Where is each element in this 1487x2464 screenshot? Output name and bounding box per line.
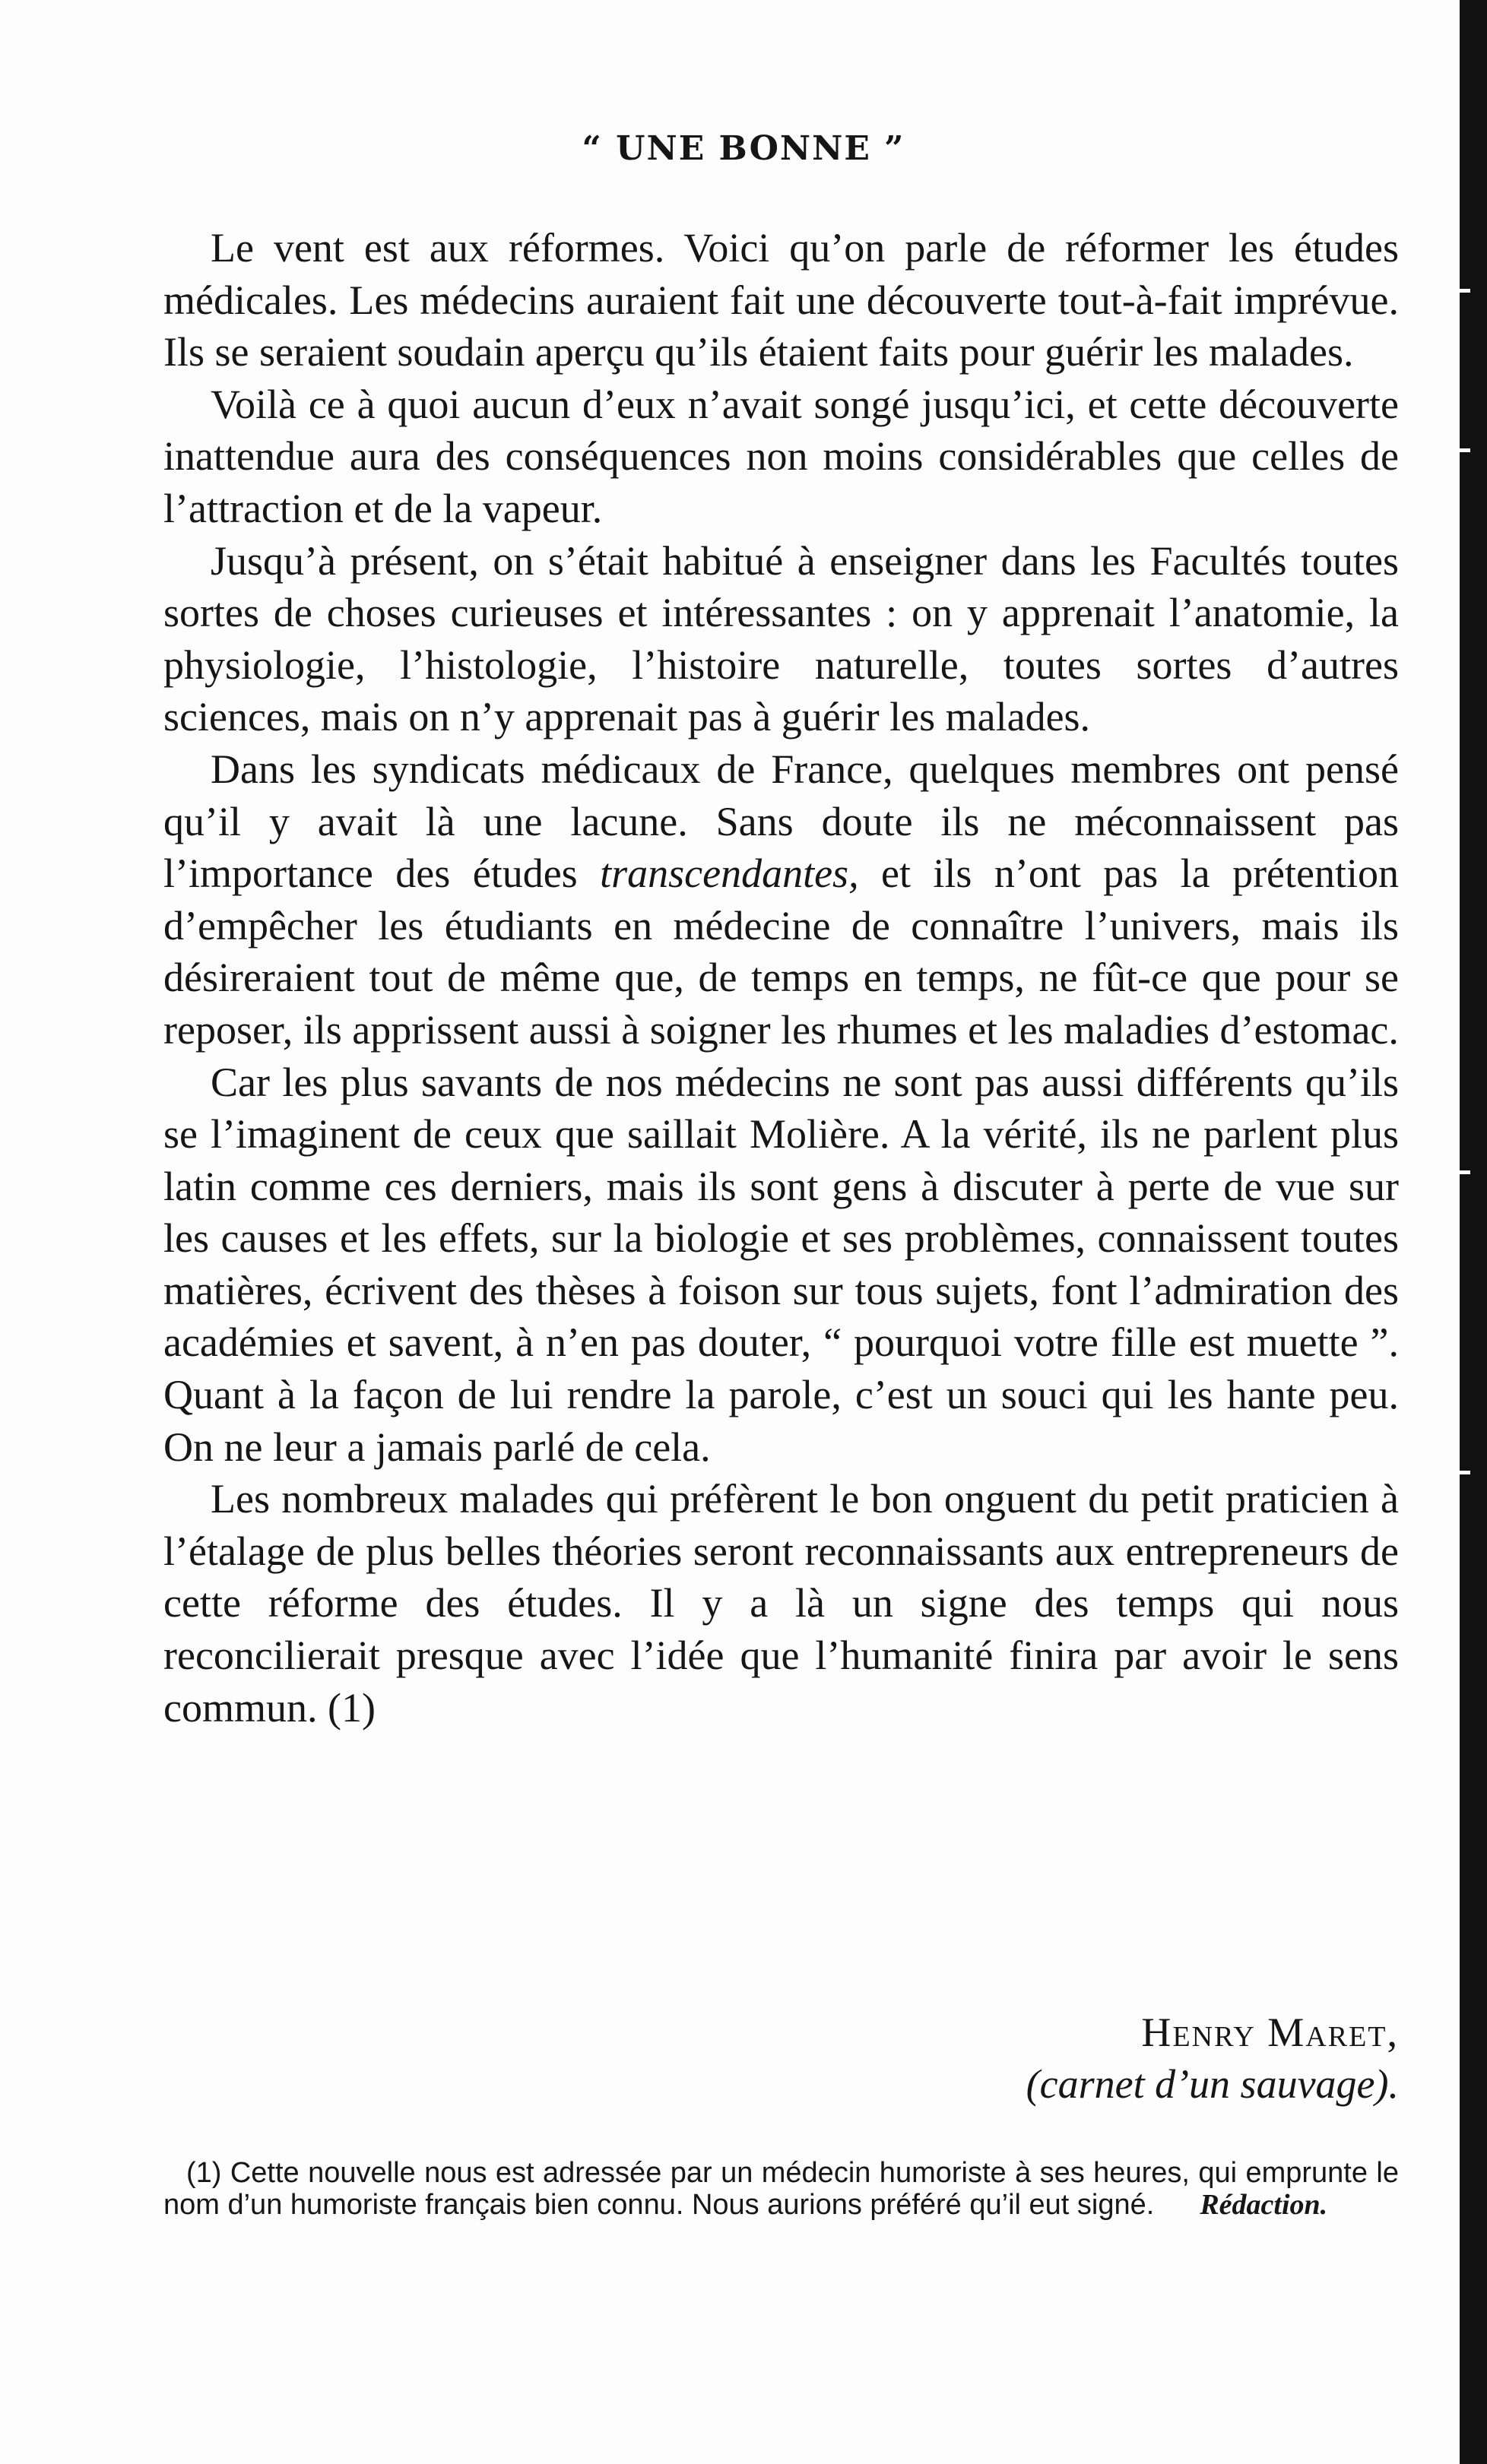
edge-notch — [1460, 448, 1470, 452]
edge-notch — [1460, 289, 1470, 293]
signature-block — [1026, 2006, 1399, 2110]
footnote-text: (1) Cette nouvelle nous est adressée par un médecin humoriste à ses heures, qui emprunte le nom d’un humoriste français bien connu. Nous aurions préféré qu’il eut signé. — [163, 2157, 1399, 2221]
paragraph-2: Voilà ce à quoi aucun d’eux n’avait songé jusqu’ici, et cette découverte inattendue aura des conséquences non moins considérables que celles de l’attraction et de la vapeur. — [163, 381, 1399, 531]
edge-notch — [1460, 1471, 1470, 1474]
paragraph-4-start: Dans les syndicats médicaux de France, quelques membres ont pensé qu’il y avait là une lacune. Sans doute ils ne méconnaissent pas l’importance des études — [163, 746, 1399, 897]
paragraph-3: Jusqu’à présent, on s’était habitué à enseigner dans les Facultés toutes sortes de choses curieuses et intéressantes : on y apprenait l’anatomie, la physiologie, l’histologie, l’histoire naturelle, toutes sortes d’autres sciences, mais on n’y apprenait pas à guérir les malades. — [163, 537, 1399, 740]
article-title: “ UNE BONNE ” — [582, 129, 905, 168]
footnote — [163, 2157, 1399, 2221]
paragraph-4 — [163, 743, 1399, 1056]
footnote-credit: Rédaction. — [1200, 2189, 1328, 2221]
paragraph-5: Car les plus savants de nos médecins ne sont pas aussi différents qu’ils se l’imaginent de ceux que saillait Molière. A la vérité, ils ne parlent plus latin comme ces derniers, mais ils sont gens à discuter à perte de vue sur les causes et les effets, sur la biologie et ses problèmes, connaissent toutes matières, écrivent des thèses à foison sur tous sujets, font l’admiration des académies et savent, à n’en pas douter, “ pourquoi votre fille est muette ”. Quant à la façon de lui rendre la parole, c’est un souci qui les hante peu. On ne leur a jamais parlé de cela. — [163, 1059, 1399, 1470]
page-edge-shadow — [1460, 0, 1487, 2464]
author-source: (carnet d’un sauvage). — [1026, 2061, 1399, 2107]
author-name: Henry Maret, — [1141, 2010, 1399, 2055]
paragraph-1: Le vent est aux réformes. Voici qu’on parle de réformer les études médicales. Les médecins auraient fait une découverte tout-à-fait imprévue. Ils se seraient soudain aperçu qu’ils étaient faits pour guérir les malades. — [163, 225, 1399, 375]
paragraph-6: Les nombreux malades qui préfèrent le bon onguent du petit praticien à l’étalage de plus belles théories seront reconnaissants aux entrepreneurs de cette réforme des études. Il y a là un signe des temps qui nous reconcilierait presque avec l’idée que l’humanité finira par avoir le sens commun. (1) — [163, 1476, 1399, 1731]
edge-notch — [1460, 1170, 1470, 1174]
paragraph-4-end: et ils n’ont pas la prétention d’empêcher les étudiants en médecine de connaître l’univers, mais ils désireraient tout de même que, de temps en temps, ne fût-ce que pour se reposer, ils apprissent aussi à soigner les rhumes et les maladies d’estomac. — [163, 850, 1399, 1053]
article-body — [163, 222, 1399, 1734]
emphasis-transcendantes: transcendantes, — [600, 850, 859, 897]
